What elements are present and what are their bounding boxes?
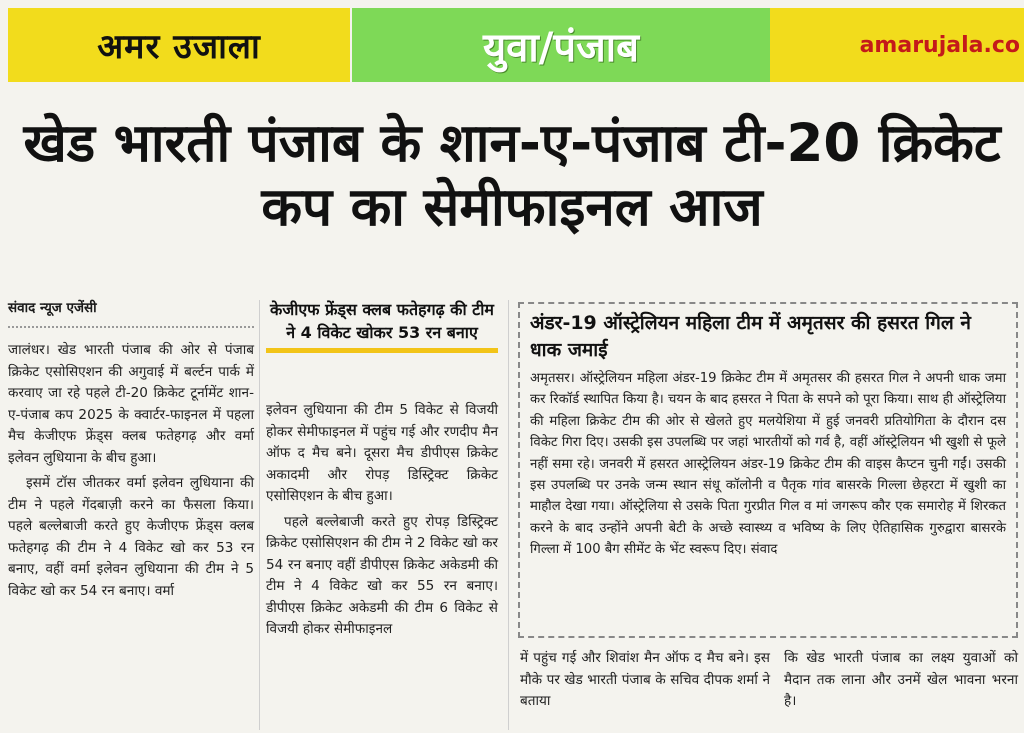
section-label-panel xyxy=(352,8,770,82)
article-paragraph: कि खेड भारती पंजाब का लक्ष्य युवाओं को मैदान तक लाना और उनमें खेल भावना भरना है। xyxy=(784,650,1018,709)
section-label: युवा/पंजाब xyxy=(482,24,639,71)
masthead-logo-panel xyxy=(8,8,350,82)
sidebar-story-body: अमृतसर। ऑस्ट्रेलियन महिला अंडर-19 क्रिकेट टीम में अमृतसर की हसरत गिल ने अपनी धाक जमा कर रिकॉर्ड स्थापित किया है। चयन के बाद हसरत ने पिता के सपने को पूरा किया। साथ ही ऑस्ट्रेलिया की महिला क्रिकेट टीम की ओर से खेलते हुए मलयेशिया में हुई जनवरी प्रतियोगिता के दौरान दस विकेट गिरा दिए। उसकी इस उपलब्धि पर जहां भारतीयों को गर्व है, वहीं ऑस्ट्रेलियन भी खुशी से फूले नहीं समा रहे। जनवरी में हसरत आस्ट्रेलियन अंडर-19 क्रिकेट टीम की वाइस कैप्टन चुनी गईं। उसकी इस उपलब्धि पर उनके जन्म स्थान संधू कॉलोनी व पैतृक गांव बासरके गिल्ला छेहरटा में खुशी का माहौल देखा गया। ऑस्ट्रेलिया से उसके पिता गुरप्रीत गिल व मां जगरूप कौर एक समारोह में शिरकत करने के बाद उन्होंने अपनी बेटी के अच्छे स्वास्थ्य व भविष्य के लिए ऐतिहासिक गुरुद्वारा बासरके गिल्ला में 100 बैग सीमेंट के भेंट स्वरूप दिए। संवाद xyxy=(530,371,1006,558)
column-divider xyxy=(259,300,260,730)
masthead-banner xyxy=(0,0,1024,98)
article-column-2 xyxy=(266,400,498,645)
column-divider xyxy=(508,300,509,730)
sidebar-story-title: अंडर-19 ऑस्ट्रेलियन महिला टीम में अमृतसर की हसरत गिल ने धाक जमाई xyxy=(530,312,971,361)
article-paragraph: इसमें टॉस जीतकर वर्मा इलेवन लुधियाना की टीम ने पहले गेंदबाज़ी करने का फैसला किया। पहले बल्लेबाजी करते हुए केजीएफ फ्रेंड्स क्लब फतेहगढ़ की टीम ने 4 विकेट खो कर 53 रन बनाए, वहीं वर्मा इलेवन लुधियाना की टीम ने 5 विकेट खो कर 54 रन बनाए। वर्मा xyxy=(8,475,254,599)
article-column-3 xyxy=(520,648,770,717)
article-paragraph: जालंधर। खेड भारती पंजाब की ओर से पंजाब क्रिकेट एसोसिएशन की अगुवाई में बर्ल्टन पार्क में करवाए जा रहे पहले टी-20 क्रिकेट टूर्नामेंट शान-ए-पंजाब कप 2025 के क्वार्टर-फाइनल में पहला मैच केजीएफ फ्रेंड्स क्लब फतेहगढ़ और वर्मा इलेवन लुधियाना के बीच हुआ। xyxy=(8,342,254,466)
byline: संवाद न्यूज एजेंसी xyxy=(8,298,254,328)
main-headline: खेड भारती पंजाब के शान-ए-पंजाब टी-20 क्रिकेट कप का सेमीफाइनल आज xyxy=(23,113,1001,238)
article-column-4 xyxy=(784,648,1018,717)
sidebar-story-box xyxy=(518,302,1018,638)
website-url: amarujala.co xyxy=(859,32,1020,58)
newspaper-logo: अमर उजाला xyxy=(97,27,261,67)
article-paragraph: पहले बल्लेबाजी करते हुए रोपड़ डिस्ट्रिक्ट क्रिकेट एसोसिएशन की टीम ने 2 विकेट खो कर 54 रन बनाए वहीं डीपीएस क्रिकेट अकेडमी की टीम ने 4 विकेट खो कर 55 रन बनाए। डीपीएस क्रिकेट अकेडमी की टीम 6 विकेट से विजयी होकर सेमीफाइनल xyxy=(266,513,498,637)
article-subheadline: केजीएफ फ्रेंड्स क्लब फतेहगढ़ की टीम ने 4 विकेट खोकर 53 रन बनाए xyxy=(266,298,498,353)
website-panel xyxy=(770,8,1024,82)
article-paragraph: में पहुंच गई और शिवांश मैन ऑफ द मैच बने। इस मौके पर खेड भारती पंजाब के सचिव दीपक शर्मा ने बताया xyxy=(520,650,770,709)
article-paragraph: इलेवन लुधियाना की टीम 5 विकेट से विजयी होकर सेमीफाइनल में पहुंच गई और रणदीप मैन ऑफ द मैच बने। दूसरा मैच डीपीएस क्रिकेट अकादमी और रोपड़ डिस्ट्रिक्ट क्रिकेट एसोसिएशन के बीच हुआ। xyxy=(266,402,498,504)
